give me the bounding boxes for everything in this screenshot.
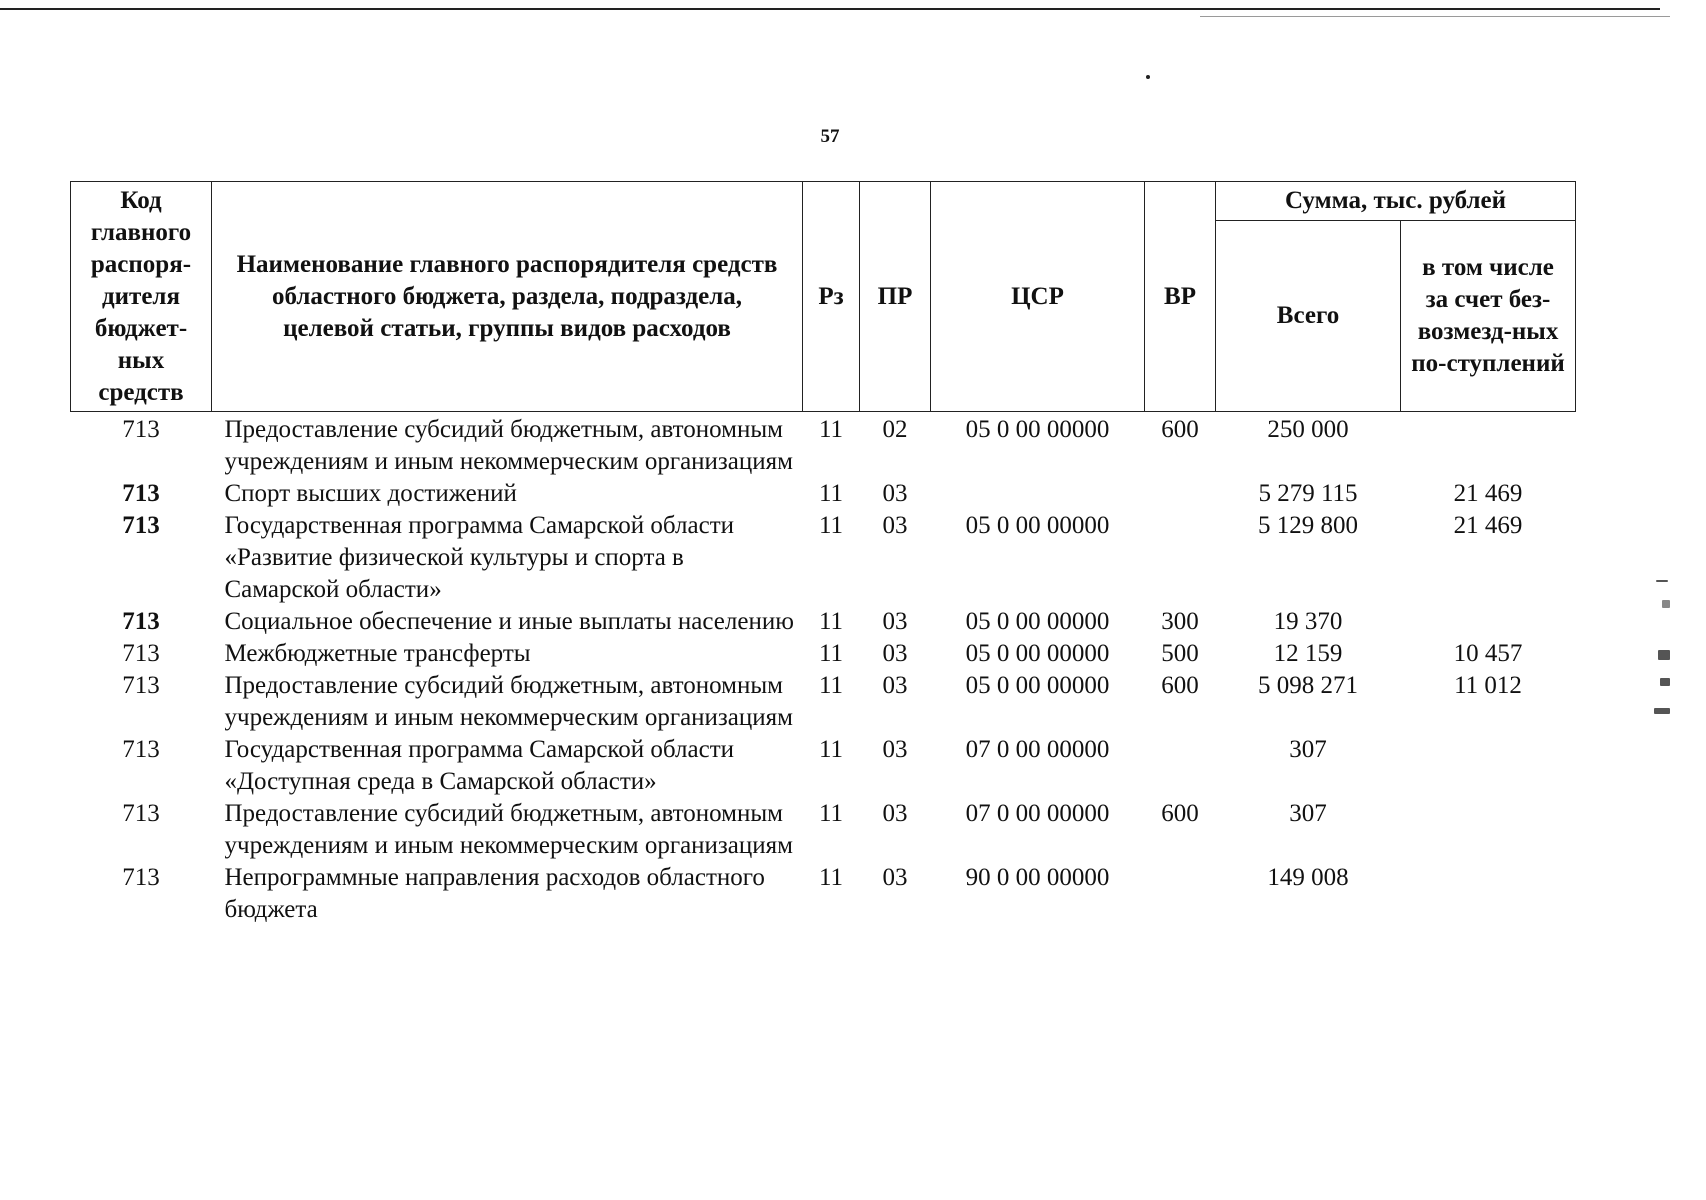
cell-total: 19 370 [1273, 608, 1343, 635]
cell-name: Предоставление субсидий бюджетным, автономным учреждениям и иным некоммерческим организациям [224, 672, 793, 731]
cell-grants: 10 457 [1453, 640, 1523, 667]
cell-total: 307 [1289, 736, 1327, 763]
cell-name: Государственная программа Самарской области «Доступная среда в Самарской области» [224, 736, 734, 795]
cell-pr: 03 [882, 512, 908, 539]
cell-csr: 07 0 00 00000 [965, 800, 1110, 827]
cell-rz: 11 [818, 608, 844, 635]
header-grants: в том числе за счет без-возмезд-ных по-ступлений [1401, 221, 1576, 412]
cell-csr: 05 0 00 00000 [965, 416, 1110, 443]
table-row [71, 412, 1576, 479]
cell-pr: 02 [882, 416, 908, 443]
cell-code: 713 [122, 416, 160, 443]
header-pr: ПР [860, 182, 931, 412]
top-rule-thin [1200, 16, 1670, 17]
cell-name: Межбюджетные трансферты [224, 640, 531, 667]
cell-name: Социальное обеспечение и иные выплаты населению [224, 608, 794, 635]
table-row [71, 862, 1576, 926]
cell-name: Предоставление субсидий бюджетным, автономным учреждениям и иным некоммерческим организациям [224, 800, 793, 859]
cell-rz: 11 [818, 512, 844, 539]
cell-vr [1145, 734, 1216, 798]
cell-code: 713 [122, 800, 160, 827]
cell-pr: 03 [882, 480, 908, 507]
cell-pr: 03 [882, 736, 908, 763]
header-csr: ЦСР [931, 182, 1145, 412]
cell-name: Предоставление субсидий бюджетным, автономным учреждениям и иным некоммерческим организациям [224, 416, 793, 475]
table-row [71, 798, 1576, 862]
cell-csr: 05 0 00 00000 [965, 672, 1110, 699]
cell-rz: 11 [818, 864, 844, 891]
cell-csr [931, 478, 1145, 510]
cell-csr: 90 0 00 00000 [965, 864, 1110, 891]
scan-speck [1146, 75, 1150, 79]
table-row [71, 638, 1576, 670]
cell-name: Государственная программа Самарской области «Развитие физической культуры и спорта в Самарской области» [224, 512, 734, 603]
table-row [71, 606, 1576, 638]
cell-csr: 05 0 00 00000 [965, 608, 1110, 635]
page-number: 57 [820, 126, 840, 147]
header-code: Код главного распоря-дителя бюджет-ных средств [71, 182, 212, 412]
table-row [71, 734, 1576, 798]
cell-code: 713 [122, 640, 160, 667]
header-name: Наименование главного распорядителя средств областного бюджета, раздела, подраздела, целевой статьи, группы видов расходов [212, 182, 803, 412]
cell-total: 307 [1289, 800, 1327, 827]
cell-total: 5 129 800 [1258, 512, 1358, 539]
table-row [71, 510, 1576, 606]
top-rule [0, 8, 1660, 10]
scan-margin-marks [1652, 580, 1682, 730]
cell-total: 5 098 271 [1258, 672, 1358, 699]
table-row [71, 670, 1576, 734]
cell-code: 713 [122, 608, 160, 635]
cell-pr: 03 [882, 864, 908, 891]
cell-code: 713 [122, 736, 160, 763]
cell-total: 250 000 [1267, 416, 1349, 443]
cell-vr: 600 [1161, 800, 1199, 827]
budget-table [70, 181, 1576, 926]
cell-code: 713 [122, 512, 160, 539]
cell-csr: 05 0 00 00000 [965, 640, 1110, 667]
cell-grants [1401, 862, 1576, 926]
cell-pr: 03 [882, 672, 908, 699]
cell-grants [1401, 798, 1576, 862]
cell-vr: 300 [1161, 608, 1199, 635]
cell-vr [1145, 510, 1216, 606]
cell-code: 713 [122, 672, 160, 699]
cell-grants [1401, 734, 1576, 798]
cell-csr: 07 0 00 00000 [965, 736, 1110, 763]
cell-name: Спорт высших достижений [224, 480, 517, 507]
cell-grants [1401, 412, 1576, 479]
cell-vr: 600 [1161, 672, 1199, 699]
cell-grants: 21 469 [1453, 480, 1523, 507]
header-rz: Рз [803, 182, 860, 412]
header-total: Всего [1216, 221, 1401, 412]
cell-pr: 03 [882, 608, 908, 635]
cell-rz: 11 [818, 800, 844, 827]
cell-rz: 11 [818, 480, 844, 507]
cell-total: 149 008 [1267, 864, 1349, 891]
cell-total: 5 279 115 [1258, 480, 1358, 507]
cell-csr: 05 0 00 00000 [965, 512, 1110, 539]
table-header [71, 182, 1576, 412]
header-vr: ВР [1145, 182, 1216, 412]
cell-rz: 11 [818, 416, 844, 443]
cell-vr: 600 [1161, 416, 1199, 443]
cell-total: 12 159 [1273, 640, 1343, 667]
cell-grants [1401, 606, 1576, 638]
cell-code: 713 [122, 864, 160, 891]
cell-grants: 11 012 [1454, 672, 1522, 699]
cell-pr: 03 [882, 640, 908, 667]
cell-vr [1145, 478, 1216, 510]
cell-vr [1145, 862, 1216, 926]
header-sum-group: Сумма, тыс. рублей [1216, 182, 1576, 221]
cell-rz: 11 [818, 640, 844, 667]
cell-rz: 11 [818, 736, 844, 763]
cell-vr: 500 [1161, 640, 1199, 667]
cell-code: 713 [122, 480, 160, 507]
table-row [71, 478, 1576, 510]
table-body [71, 412, 1576, 927]
cell-rz: 11 [818, 672, 844, 699]
cell-name: Непрограммные направления расходов областного бюджета [224, 864, 765, 923]
cell-grants: 21 469 [1453, 512, 1523, 539]
cell-pr: 03 [882, 800, 908, 827]
